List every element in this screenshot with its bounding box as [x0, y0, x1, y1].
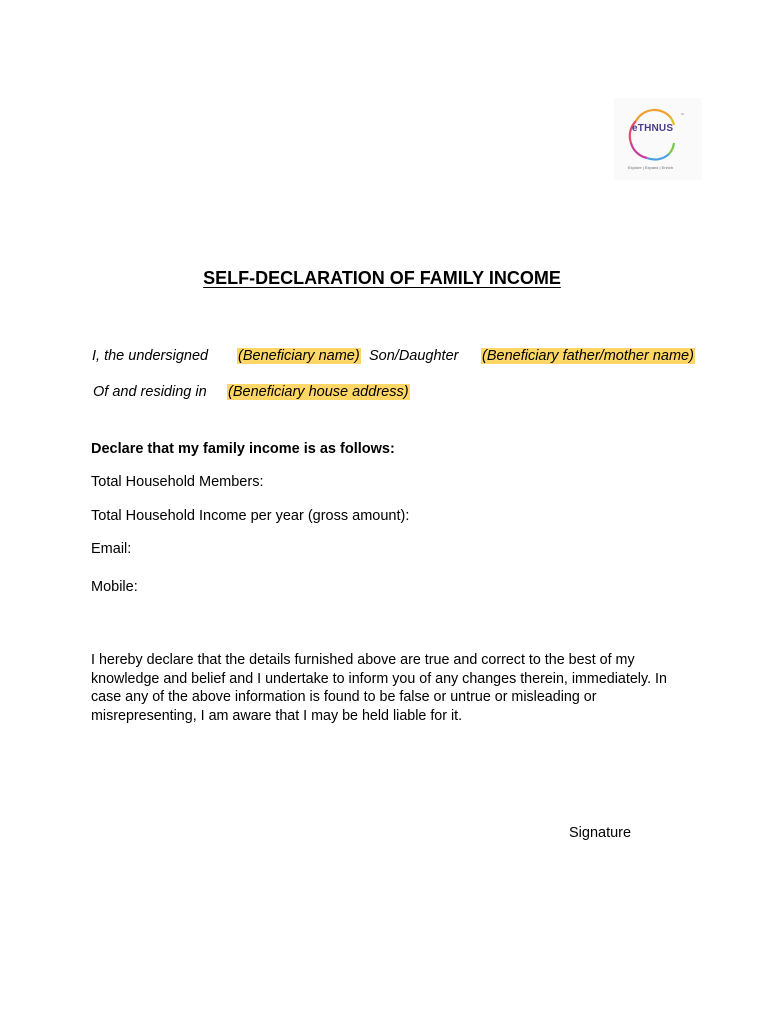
ethnus-logo: [614, 98, 702, 180]
logo-wordmark: eTHNUS: [632, 123, 674, 134]
household-income-label: Total Household Income per year (gross amount):: [91, 508, 410, 524]
residing-label: Of and residing in: [93, 384, 207, 400]
document-title: SELF-DECLARATION OF FAMILY INCOME: [203, 268, 561, 288]
logo-trademark: ™: [680, 112, 684, 117]
relation-label: Son/Daughter: [369, 348, 459, 364]
email-label: Email:: [91, 541, 132, 557]
parent-name-placeholder: (Beneficiary father/mother name): [482, 348, 694, 364]
household-members-label: Total Household Members:: [91, 474, 264, 490]
declare-heading: Declare that my family income is as follows:: [91, 441, 395, 457]
beneficiary-name-placeholder: (Beneficiary name): [238, 348, 360, 364]
mobile-label: Mobile:: [91, 579, 138, 595]
logo-tagline: Explore | Expand | Enrich: [628, 165, 673, 170]
declaration-statement: I hereby declare that the details furnished above are true and correct to the best of my knowledge and belief and I undertake to inform you of any changes therein, immediately. In case any of the above information is found to be false or untrue or misleading or misrepresenting, I am aware that I may be held liable for it.: [91, 652, 667, 724]
undersigned-label: I, the undersigned: [92, 348, 209, 364]
address-placeholder: (Beneficiary house address): [228, 384, 409, 400]
signature-label: Signature: [569, 825, 632, 841]
